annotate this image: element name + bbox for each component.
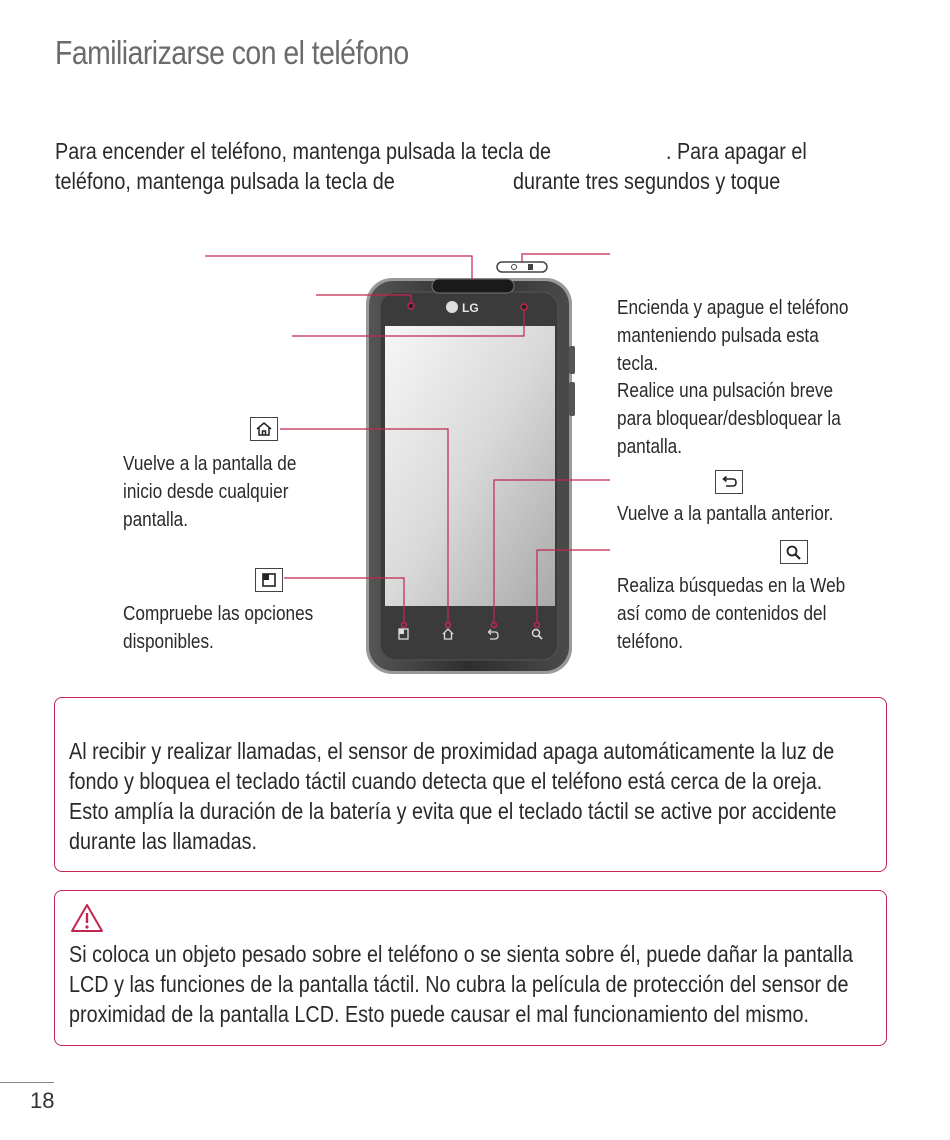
menu-icon (255, 568, 283, 592)
power-key-description: Encienda y apague el teléfono manteniendo pulsada esta tecla. (617, 297, 849, 375)
warning-icon (70, 903, 104, 933)
intro-line1-a: Para encender el teléfono, mantenga pulsada la tecla de (55, 138, 551, 164)
power-key-lock-description: Realice una pulsación breve para bloquear/desbloquear la pantalla. (617, 380, 841, 458)
note-text: Al recibir y realizar llamadas, el sensor de proximidad apaga automáticamente la luz de fondo y bloquea el teclado táctil cuando detecta que el teléfono está cerca de la oreja. Esto amplía la duración de la batería y evita que el teclado táctil se active por accidente durante las llamadas. (69, 738, 837, 854)
lg-logo-text: LG (462, 301, 479, 315)
warning-box (54, 890, 887, 1046)
search-icon (780, 540, 808, 564)
page-number-rule (0, 1082, 54, 1083)
home-key-description: Vuelve a la pantalla de inicio desde cualquier pantalla. (123, 453, 297, 531)
menu-key-description: Compruebe las opciones disponibles. (123, 603, 314, 653)
home-icon (250, 417, 278, 441)
back-key-description: Vuelve a la pantalla anterior. (617, 503, 834, 525)
back-icon (715, 470, 743, 494)
intro-line2-a: teléfono, mantenga pulsada la tecla de (55, 168, 395, 194)
intro-line2-b: durante tres segundos y toque (513, 168, 781, 194)
search-key-description: Realiza búsquedas en la Web así como de contenidos del teléfono. (617, 575, 846, 653)
warning-text: Si coloca un objeto pesado sobre el teléfono o se sienta sobre él, puede dañar la pantalla LCD y las funciones de la pantalla táctil. No cubra la película de protección del sensor de proximidad de la pantalla LCD. Esto puede causar el mal funcionamiento del mismo. (69, 941, 854, 1027)
page-number: 18 (30, 1088, 55, 1113)
note-box (54, 697, 887, 872)
intro-line1-b: . Para apagar el (666, 138, 807, 164)
page-title: Familiarizarse con el teléfono (55, 34, 409, 71)
phone-body (366, 262, 575, 674)
